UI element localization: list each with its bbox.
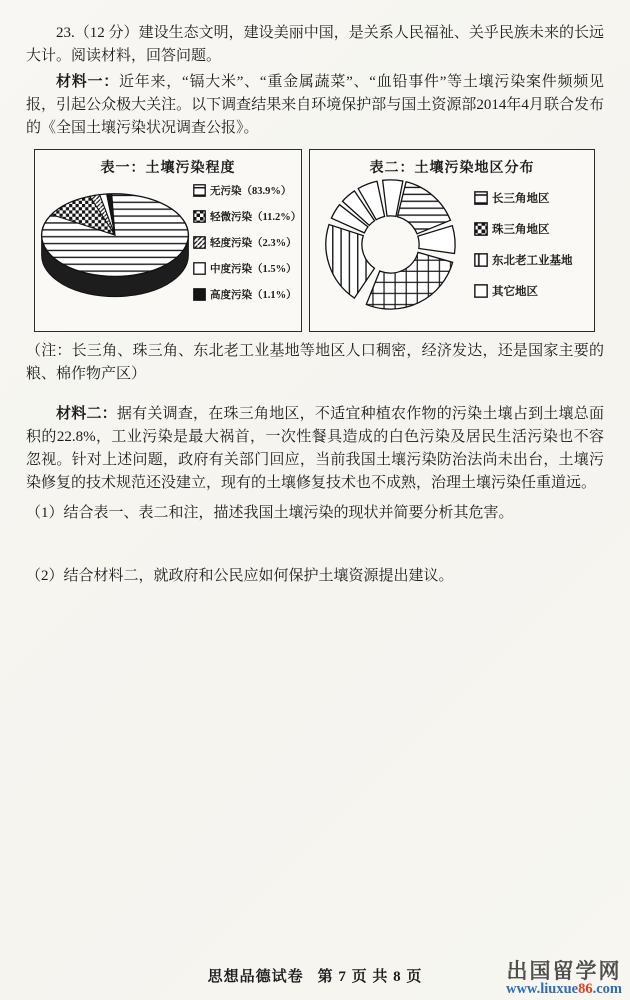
legend-item (193, 261, 295, 276)
swatch-plain-icon (474, 284, 488, 298)
exam-title: 思想品德试卷 (207, 969, 304, 985)
table1-title: 表一：土壤污染程度 (100, 161, 236, 176)
material-1-paragraph (26, 71, 604, 140)
url-prefix: www.liuxue (505, 980, 579, 997)
legend-item (474, 283, 588, 299)
legend-label: 轻微污染（11.2%） (210, 212, 302, 223)
swatch-vlines-icon (474, 253, 488, 267)
legend-item (193, 235, 295, 250)
legend-label: 东北老工业基地 (492, 255, 573, 267)
question-2: （2）结合材料二，就政府和公民应如何保护土壤资源提出建议。 (26, 568, 454, 584)
swatch-plain-icon (193, 262, 206, 275)
table1-body (35, 177, 301, 308)
watermark-site-url (506, 982, 622, 997)
swatch-hlines-icon (193, 184, 206, 197)
question-1: （1）结合表一、表二和注，描述我国土壤污染的现状并简要分析其危害。 (26, 505, 514, 521)
material-2-label: 材料二： (56, 406, 117, 422)
material-1-text: 近年来，“镉大米”、“重金属蔬菜”、“血铅事件”等土壤污染案件频频见报，引起公众极大关注。以下调查结果来自环境保护部与国土资源部2014年4月联合发布的《全国土壤污染状况调查公报》。 (26, 74, 604, 136)
page-number: 第 7 页 共 8 页 (317, 969, 423, 985)
legend-item (474, 190, 588, 206)
donut-seg-northeast (326, 225, 375, 299)
table2-title: 表二：土壤污染地区分布 (369, 161, 535, 176)
legend-label: 高度污染（1.1%） (210, 290, 297, 301)
legend-item (474, 221, 588, 237)
pie-chart-pollution-degree (37, 177, 193, 308)
url-highlight: 86 (578, 980, 593, 997)
legend-label: 其它地区 (492, 286, 538, 298)
swatch-solid-icon (193, 288, 206, 301)
material-2-text: 据有关调查，在珠三角地区，不适宜种植农作物的污染土壤占到土壤总面积的22.8%，工业污染是最大祸首，一次性餐具造成的白色污染及居民生活污染也不容忽视。针对上述问题，政府有关部门回应，当前我国土壤污染防治法尚未出台，土壤污染修复的技术规范还没建立，现有的土壤修复技术也不成熟，治理土壤污染任重道远。 (26, 406, 604, 491)
legend-item (474, 252, 588, 268)
donut-seg-pearl (366, 252, 452, 309)
material-1-label: 材料一： (56, 74, 120, 90)
chart-box-table2 (309, 149, 595, 332)
url-suffix: .com (592, 980, 622, 997)
legend-label: 中度污染（1.5%） (210, 264, 297, 275)
legend-label: 轻度污染（2.3%） (210, 238, 297, 249)
swatch-checker-icon (474, 222, 488, 236)
swatch-checker-icon (193, 210, 206, 223)
question-23-intro: 23.（12 分）建设生态文明，建设美丽中国，是关系人民福祉、关乎民族未来的长远大计。阅读材料，回答问题。 (26, 25, 604, 64)
table2-body (310, 177, 594, 312)
legend-label: 长三角地区 (492, 193, 550, 205)
legend-label: 珠三角地区 (492, 224, 550, 236)
material-2-paragraph (26, 403, 604, 495)
table1-legend (193, 183, 302, 302)
charts-row (34, 149, 604, 332)
swatch-hlines-icon (474, 191, 488, 205)
swatch-diagonal-icon (193, 236, 206, 249)
site-watermark (506, 960, 622, 997)
donut-seg-yangtze (397, 182, 450, 234)
chart-box-table1 (34, 149, 302, 332)
note-paragraph: （注：长三角、珠三角、东北老工业基地等地区人口稠密，经济发达，还是国家主要的粮、棉作物产区） (26, 343, 604, 382)
legend-item (193, 209, 302, 224)
legend-item (193, 183, 295, 198)
watermark-site-name: 出国留学网 (506, 958, 622, 983)
legend-item (193, 287, 295, 302)
table2-legend (474, 190, 588, 299)
donut-chart-pollution-regions (312, 177, 469, 312)
legend-label: 无污染（83.9%） (210, 186, 292, 197)
